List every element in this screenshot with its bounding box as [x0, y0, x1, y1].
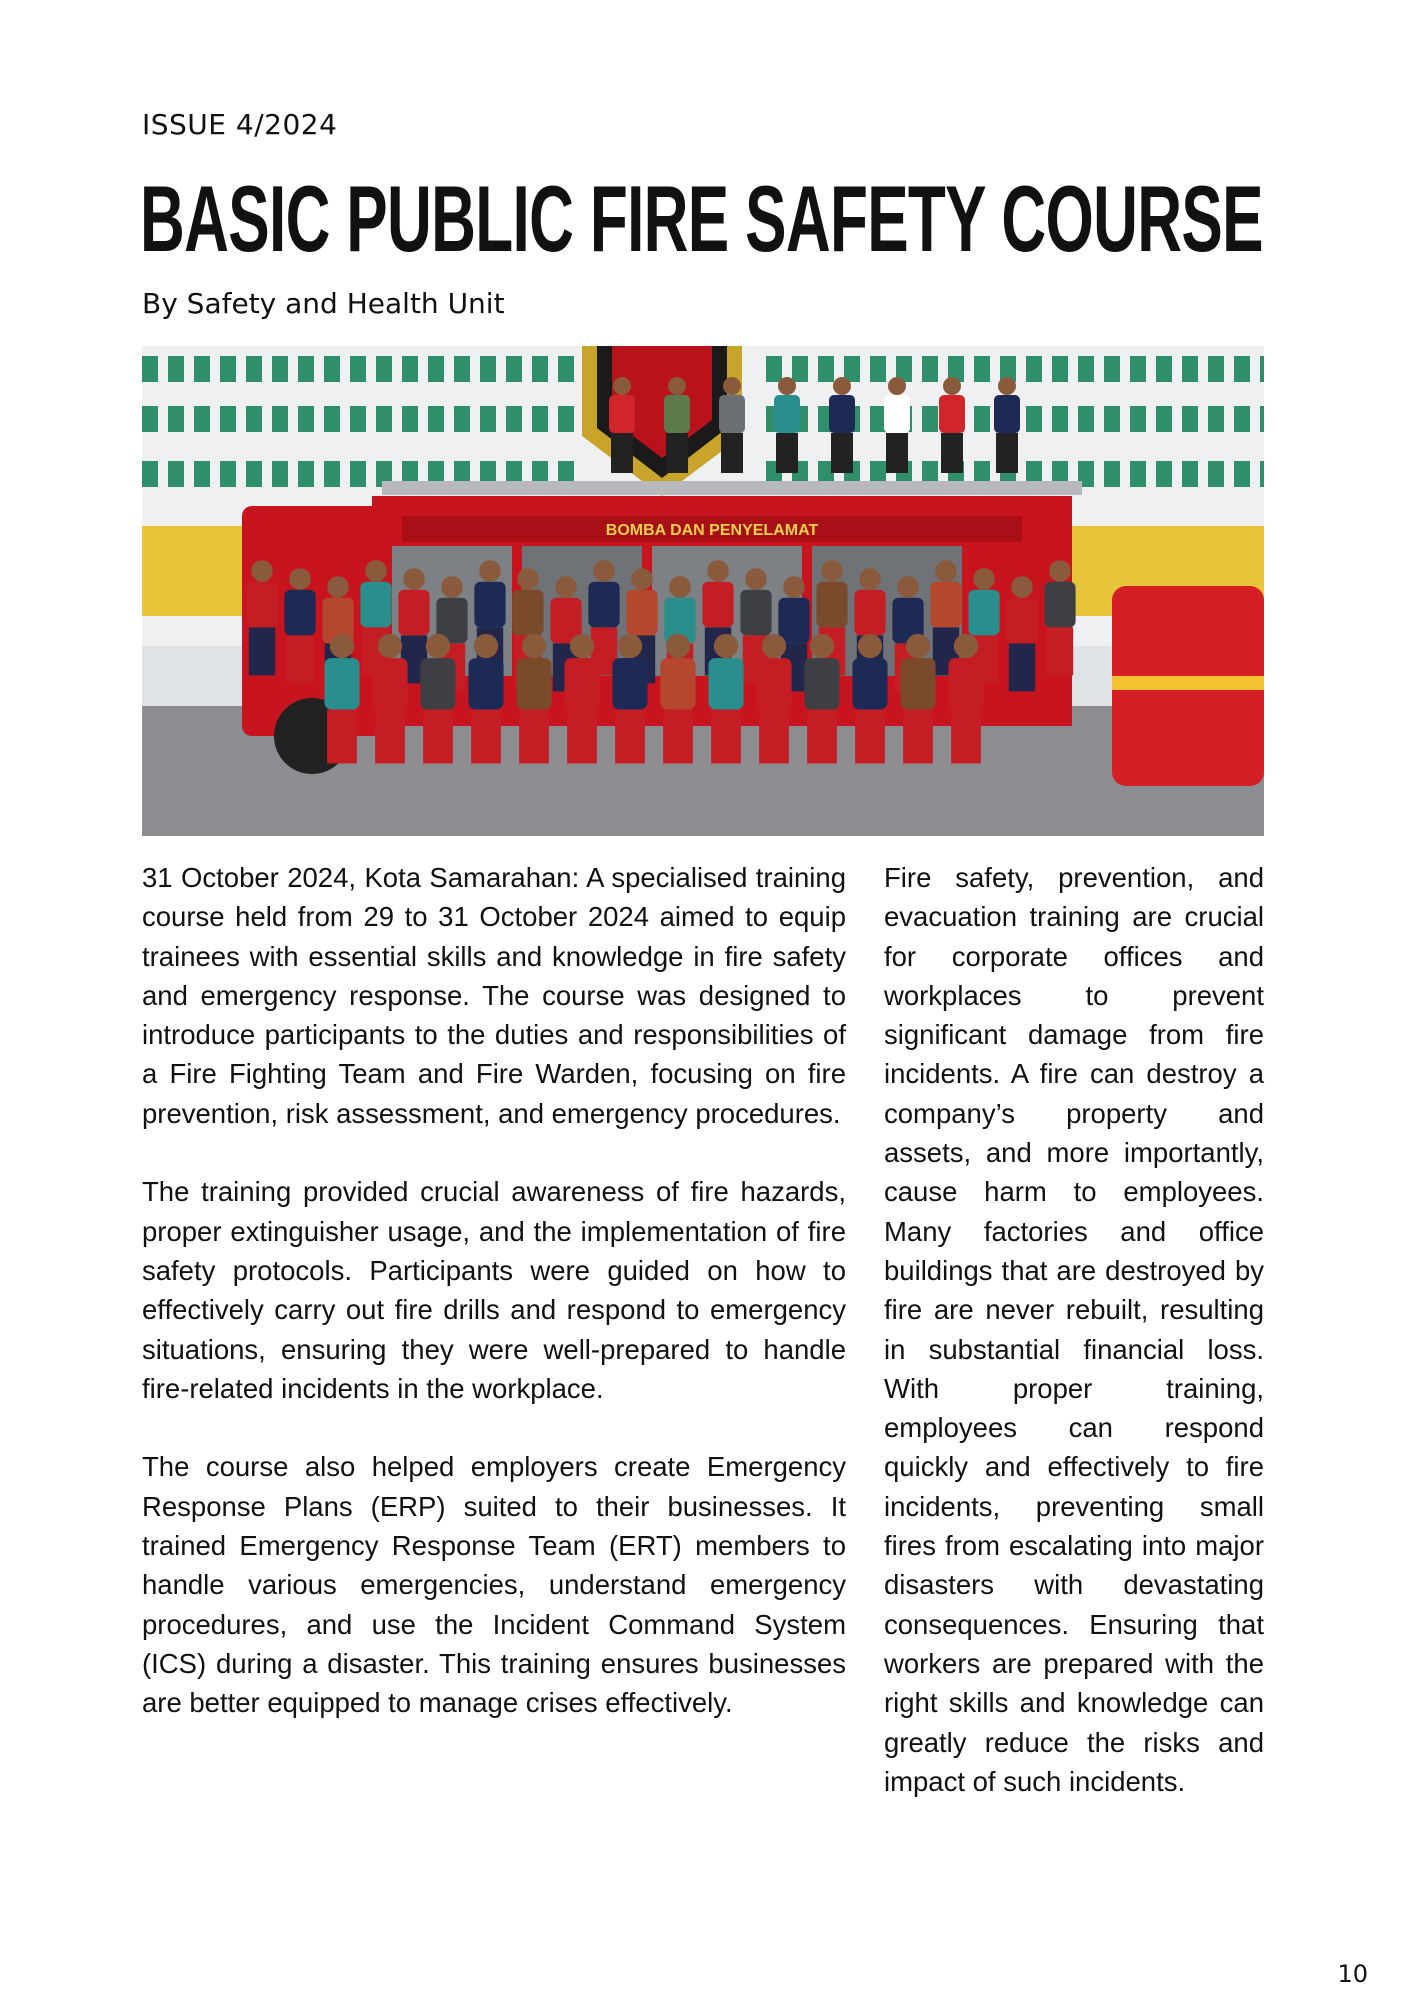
- building-window: [272, 356, 288, 382]
- building-window: [168, 356, 184, 382]
- building-window: [1260, 406, 1264, 432]
- building-window: [142, 461, 158, 487]
- building-window: [1234, 406, 1250, 432]
- building-window: [298, 461, 314, 487]
- building-window: [1156, 406, 1172, 432]
- article-column-left: [142, 858, 846, 1723]
- building-window: [168, 461, 184, 487]
- building-window: [922, 406, 938, 432]
- building-window: [1130, 461, 1146, 487]
- building-window: [376, 356, 392, 382]
- group-photo-illustration: [142, 346, 1264, 836]
- paragraph-erp: The course also helped employers create Emergency Response Plans (ERP) suited to their businesses. It trained Emergency Response Team (ERT) members to handle various emergencies, understand emergency procedures, and use the Incident Command System (ICS) during a disaster. This training ensures businesses are better equipped to manage crises effectively.: [142, 1451, 846, 1719]
- building-window: [246, 461, 262, 487]
- building-window: [1156, 356, 1172, 382]
- building-window: [1104, 356, 1120, 382]
- paragraph-training: The training provided crucial awareness of fire hazards, proper extinguisher usage, and the implementation of fire safety protocols. Participants were guided on how to effectively carry out fire drills and respond to emergency situations, ensuring they were well-prepared to handle fire-related incidents in the workplace.: [142, 1176, 846, 1404]
- building-window: [324, 406, 340, 432]
- building-window: [1234, 461, 1250, 487]
- building-window: [870, 356, 886, 382]
- building-window: [376, 406, 392, 432]
- article-title: BASIC PUBLIC FIRE SAFETY COURSE: [140, 166, 1263, 271]
- building-window: [1130, 356, 1146, 382]
- truck-lettering: BOMBA DAN PENYELAMAT: [605, 522, 819, 539]
- building-window: [1078, 406, 1094, 432]
- building-window: [350, 406, 366, 432]
- building-window: [792, 356, 808, 382]
- building-window: [870, 406, 886, 432]
- building-window: [168, 406, 184, 432]
- building-window: [1104, 406, 1120, 432]
- building-window: [1104, 461, 1120, 487]
- building-window: [974, 356, 990, 382]
- building-window: [272, 461, 288, 487]
- building-window: [220, 461, 236, 487]
- building-window: [272, 406, 288, 432]
- building-window: [480, 406, 496, 432]
- building-window: [1208, 406, 1224, 432]
- building-window: [142, 356, 158, 382]
- building-window: [402, 356, 418, 382]
- building-window: [220, 356, 236, 382]
- building-window: [1130, 406, 1146, 432]
- building-window: [454, 406, 470, 432]
- building-window: [506, 406, 522, 432]
- building-window: [818, 356, 834, 382]
- building-window: [532, 356, 548, 382]
- building-window: [350, 461, 366, 487]
- building-window: [1182, 356, 1198, 382]
- building-window: [142, 406, 158, 432]
- building-window: [974, 406, 990, 432]
- building-window: [428, 406, 444, 432]
- building-window: [1182, 461, 1198, 487]
- building-window: [922, 356, 938, 382]
- building-window: [1052, 356, 1068, 382]
- building-window: [1260, 461, 1264, 487]
- building-window: [558, 406, 574, 432]
- group-photo: [142, 346, 1264, 836]
- article-column-right: [884, 858, 1264, 1801]
- building-window: [454, 356, 470, 382]
- building-window: [324, 461, 340, 487]
- building-window: [1182, 406, 1198, 432]
- building-window: [324, 356, 340, 382]
- building-window: [1234, 356, 1250, 382]
- building-window: [480, 356, 496, 382]
- building-window: [532, 406, 548, 432]
- building-window: [428, 356, 444, 382]
- building-window: [1260, 356, 1264, 382]
- building-window: [1026, 406, 1042, 432]
- building-window: [766, 356, 782, 382]
- paragraph-intro: 31 October 2024, Kota Samarahan: A specialised training course held from 29 to 31 October 2024 aimed to equip trainees with essential skills and knowledge in fire safety and emergency response. The course was designed to introduce participants to the duties and responsibilities of a Fire Fighting Team and Fire Warden, focusing on fire prevention, risk assessment, and emergency procedures.: [142, 862, 846, 1129]
- building-window: [558, 356, 574, 382]
- building-window: [194, 461, 210, 487]
- building-window: [1026, 356, 1042, 382]
- issue-label: ISSUE 4/2024: [142, 108, 338, 141]
- building-window: [246, 356, 262, 382]
- building-window: [1208, 461, 1224, 487]
- building-window: [1208, 356, 1224, 382]
- building-window: [298, 356, 314, 382]
- building-window: [194, 356, 210, 382]
- paragraph-importance: Fire safety, prevention, and evacuation training are crucial for corporate offices and workplaces to prevent significant damage from fire incidents. A fire can destroy a company’s property and assets, and more importantly, cause harm to employees. Many factories and office buildings that are destroyed by fire are never rebuilt, resulting in substantial financial loss. With proper training, employees can respond quickly and effectively to fire incidents, preventing small fires from escalating into major disasters with devastating consequences. Ensuring that workers are prepared with the right skills and knowledge can greatly reduce the risks and impact of such incidents.: [884, 862, 1264, 1797]
- building-window: [1078, 356, 1094, 382]
- building-window: [350, 356, 366, 382]
- building-window: [844, 356, 860, 382]
- building-window: [1052, 406, 1068, 432]
- building-window: [298, 406, 314, 432]
- page-number: 10: [1337, 1960, 1368, 1988]
- building-window: [506, 356, 522, 382]
- building-window: [220, 406, 236, 432]
- building-window: [1156, 461, 1172, 487]
- building-window: [194, 406, 210, 432]
- building-window: [402, 406, 418, 432]
- building-window: [246, 406, 262, 432]
- byline: By Safety and Health Unit: [142, 287, 505, 320]
